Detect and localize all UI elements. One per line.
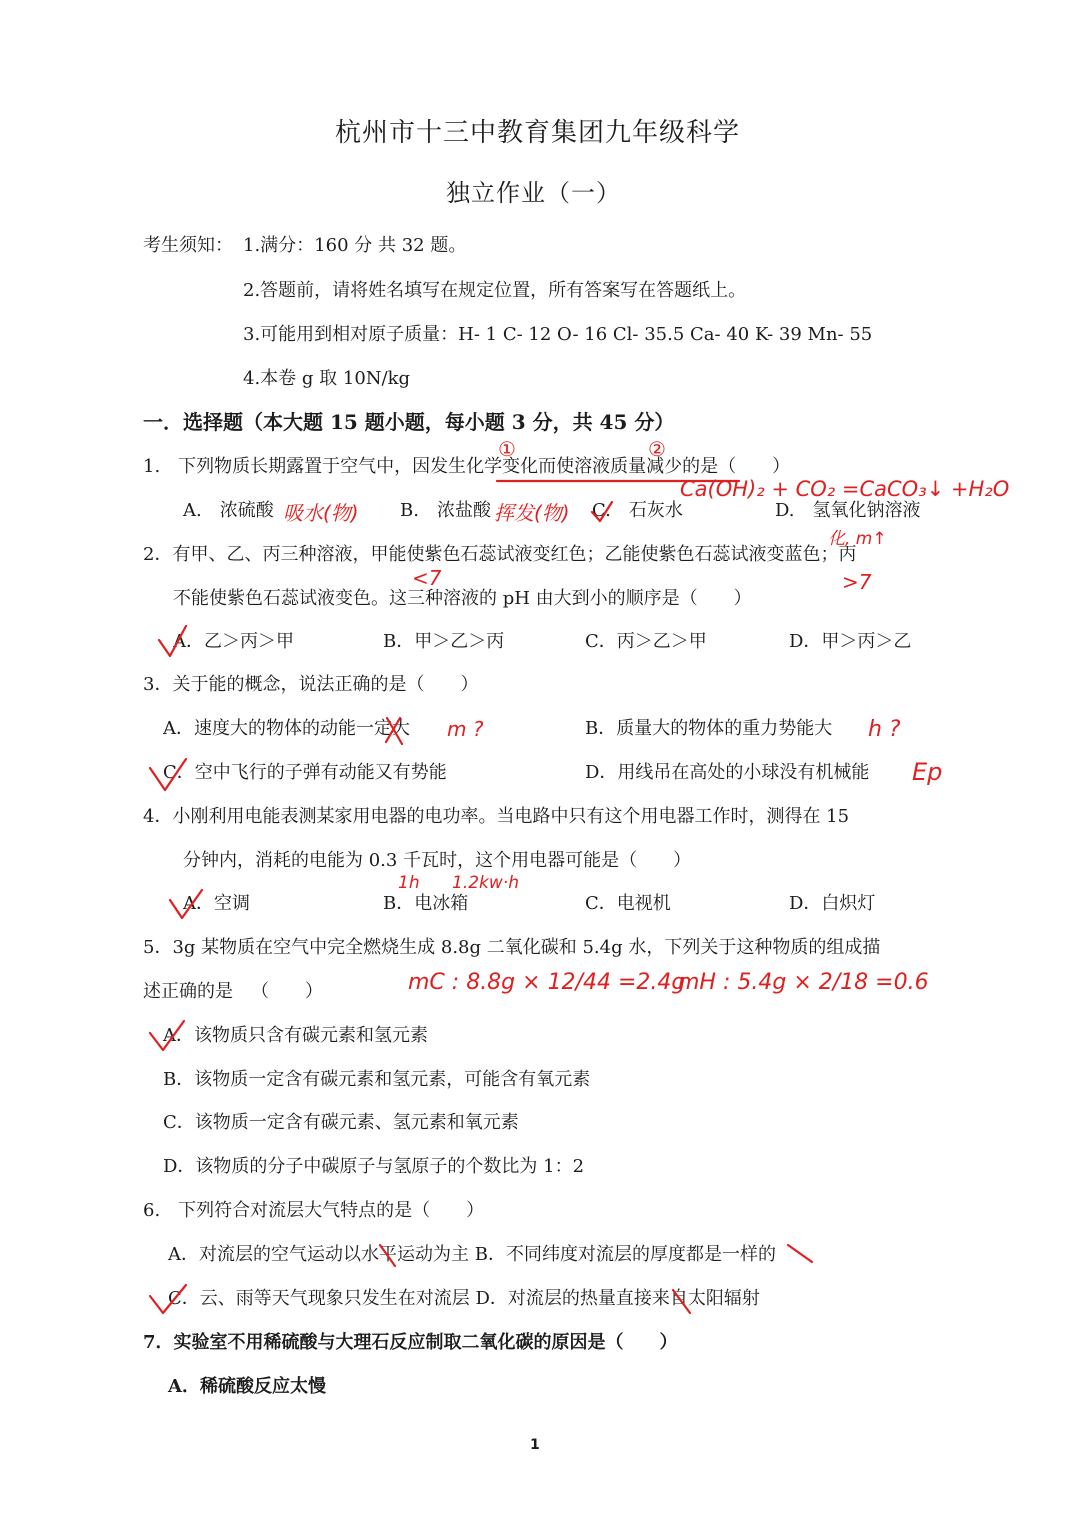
option-d: D．用线吊在高处的小球没有机械能	[585, 762, 870, 783]
option-a: A．稀硫酸反应太慢	[168, 1376, 326, 1397]
options-ab: A．对流层的空气运动以水平运动为主 B．不同纬度对流层的厚度都是一样的	[168, 1244, 776, 1265]
question-stem: 5．3g 某物质在空气中完全燃烧生成 8.8g 二氧化碳和 5.4g 水，下列关于这种物质的组成描	[143, 937, 881, 958]
page-number: 1	[530, 1437, 540, 1453]
option-a: A．乙＞丙＞甲	[173, 631, 294, 652]
option-b: B．该物质一定含有碳元素和氢元素，可能含有氧元素	[163, 1069, 591, 1090]
notice-item: 4.本卷 g 取 10N/kg	[243, 368, 411, 389]
option-b: B．甲＞乙＞丙	[383, 631, 505, 652]
handwritten-circle-1: ①	[498, 437, 516, 461]
option-c: C．电视机	[585, 893, 671, 914]
option-c: C．丙＞乙＞甲	[585, 631, 707, 652]
option-b: B. 浓盐酸	[400, 500, 491, 521]
handwritten-note: 1h	[398, 873, 420, 893]
question-stem: 3．关于能的概念，说法正确的是（ ）	[143, 674, 479, 695]
notice-item: 1.满分：160 分 共 32 题。	[243, 235, 467, 256]
option-a: A．空调	[183, 893, 250, 914]
handwritten-circle-2: ②	[648, 437, 666, 461]
handwritten-note: 挥发(物)	[494, 501, 570, 525]
section-heading: 一．选择题（本大题 15 题小题，每小题 3 分，共 45 分）	[143, 410, 675, 434]
options-cd: C．云、雨等天气现象只发生在对流层 D．对流层的热量直接来自太阳辐射	[168, 1288, 760, 1309]
checkmark-icon	[592, 502, 612, 521]
option-d: D．甲＞丙＞乙	[789, 631, 912, 652]
option-d: D. 氢氧化钠溶液	[775, 500, 921, 521]
cross-mark	[386, 718, 402, 744]
option-c: C．空中飞行的子弹有动能又有势能	[163, 762, 447, 783]
question-stem-cont: 不能使紫色石蕊试液变色。这三种溶液的 pH 由大到小的顺序是（ ）	[173, 588, 752, 609]
option-a: A．速度大的物体的动能一定大	[163, 718, 410, 739]
exam-title: 杭州市十三中教育集团九年级科学	[335, 118, 741, 148]
handwritten-calculation: mH : 5.4g × 2/18 =0.6	[678, 970, 929, 995]
option-a: A. 浓硫酸	[183, 500, 274, 521]
question-stem: 4．小刚利用电能表测某家用电器的电功率。当电路中只有这个用电器工作时，测得在 15	[143, 806, 850, 827]
handwritten-note: 化, m↑	[828, 529, 887, 549]
cross-mark	[380, 1245, 395, 1266]
notice-item: 2.答题前，请将姓名填写在规定位置，所有答案写在答题纸上。	[243, 280, 747, 301]
option-c: C. 石灰水	[592, 500, 683, 521]
option-b: B．电冰箱	[383, 893, 469, 914]
notice-item: 3.可能用到相对原子质量：H- 1 C- 12 O- 16 Cl- 35.5 Ca- 40 K- 39 Mn- 55	[243, 324, 873, 345]
question-stem: 7．实验室不用稀硫酸与大理石反应制取二氧化碳的原因是（ ）	[143, 1332, 678, 1353]
handwritten-note: 1.2kw·h	[452, 873, 519, 893]
handwritten-note: m ?	[447, 717, 484, 741]
handwritten-note: h ?	[868, 717, 901, 742]
question-stem-cont: 分钟内，消耗的电能为 0.3 千瓦时，这个用电器可能是（ ）	[183, 850, 692, 871]
question-stem: 6. 下列符合对流层大气特点的是（ ）	[143, 1200, 485, 1221]
checkmark-icon	[150, 1285, 186, 1313]
option-d: D．该物质的分子中碳原子与氢原子的个数比为 1：2	[163, 1156, 585, 1177]
handwritten-calculation: mC : 8.8g × 12/44 =2.4g	[408, 970, 686, 995]
checkmark-icon	[159, 626, 186, 656]
notice-label: 考生须知：	[143, 235, 233, 256]
handwritten-note: 吸水(物)	[283, 501, 359, 525]
handwritten-note: <7	[412, 566, 442, 590]
option-a: A．该物质只含有碳元素和氢元素	[163, 1025, 428, 1046]
handwritten-note: >7	[842, 570, 872, 594]
question-stem: 1. 下列物质长期露置于空气中，因发生化学变化而使溶液质量减少的是（ ）	[143, 456, 791, 477]
cross-mark	[673, 1290, 690, 1313]
checkmark-icon	[150, 759, 186, 790]
question-stem: 2．有甲、乙、丙三种溶液，甲能使紫色石蕊试液变红色；乙能使紫色石蕊试液变蓝色；丙	[143, 544, 857, 565]
option-d: D．白炽灯	[789, 893, 876, 914]
exam-subtitle: 独立作业（一）	[446, 179, 621, 207]
option-b: B．质量大的物体的重力势能大	[585, 718, 833, 739]
question-stem-cont: 述正确的是 （ ）	[143, 981, 323, 1002]
cross-mark	[788, 1245, 812, 1262]
checkmark-icon	[150, 1021, 184, 1050]
handwritten-equation: Ca(OH)₂ + CO₂ =CaCO₃↓ +H₂O	[680, 477, 1010, 501]
option-c: C．该物质一定含有碳元素、氢元素和氧元素	[163, 1112, 519, 1133]
checkmark-icon	[170, 890, 202, 918]
handwritten-note: Ep	[912, 758, 943, 786]
